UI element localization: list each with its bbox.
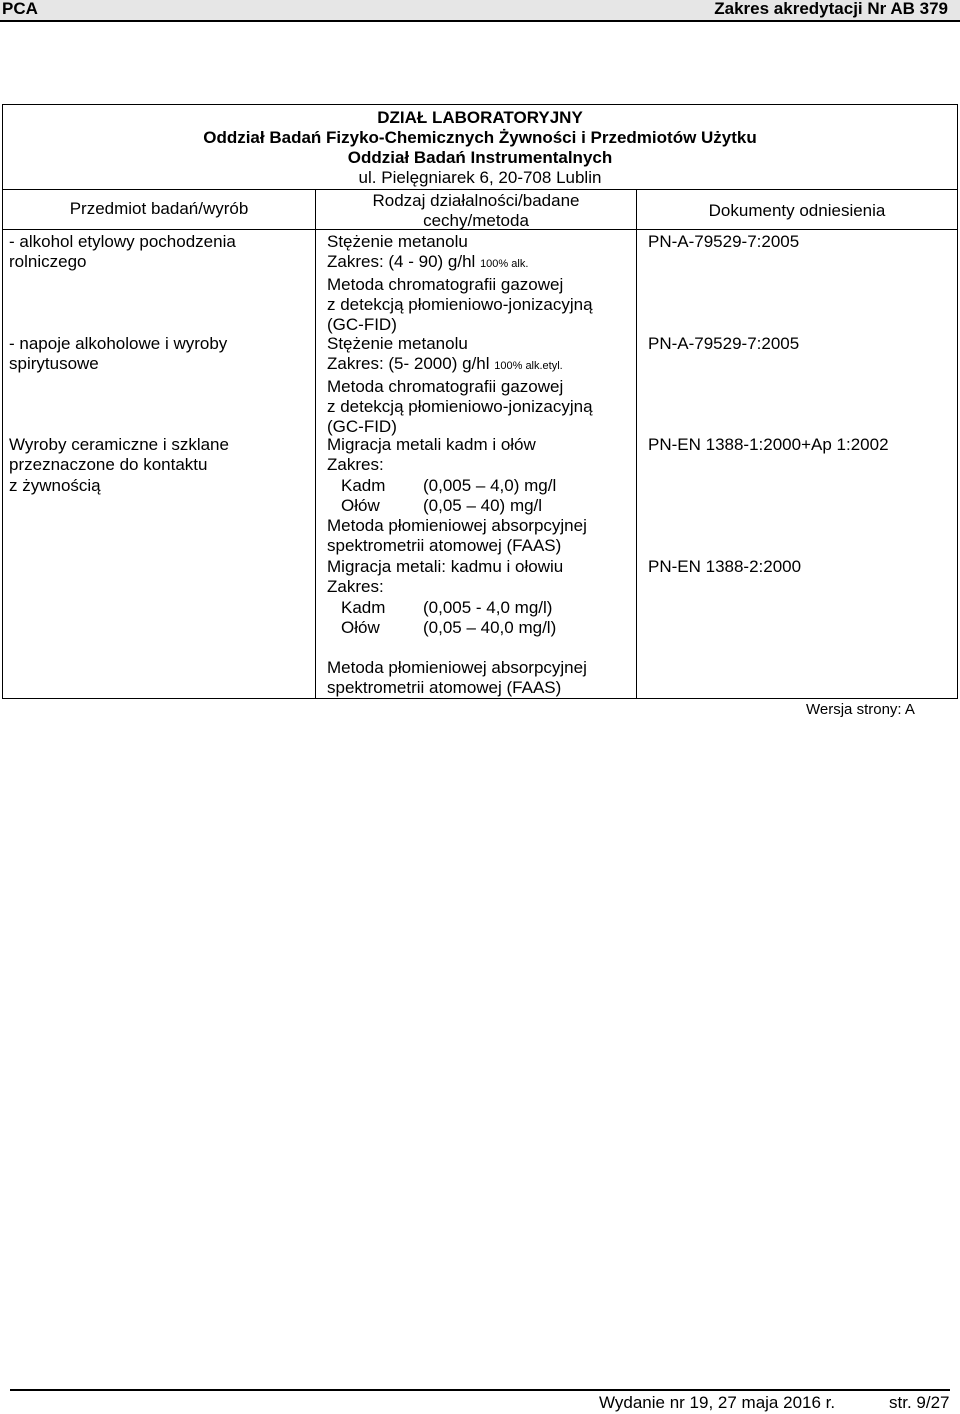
- method-line: z detekcją płomieniowo-jonizacyjną: [327, 396, 593, 416]
- department-line1: Oddział Badań Fizyko-Chemicznych Żywności i Przedmiotów Użytku: [203, 128, 757, 147]
- element-range: (0,05 – 40,0 mg/l): [423, 617, 557, 637]
- row-2-document: PN-A-79529-7:2005: [648, 334, 800, 353]
- subject-line: - alkohol etylowy pochodzenia: [9, 232, 236, 251]
- subject-line: przeznaczone do kontaktu: [9, 455, 208, 475]
- row-3-activity-block-1: [327, 435, 587, 557]
- page-header: [0, 0, 960, 22]
- range-label: Zakres:: [327, 455, 384, 475]
- range-item: [327, 476, 587, 496]
- column-header-documents: Dokumenty odniesienia: [708, 201, 886, 220]
- feature-label: Migracja metali: kadmu i ołowiu: [327, 557, 564, 576]
- element-name: Kadm: [341, 475, 386, 495]
- row-3-document-1: PN-EN 1388-1:2000+Ap 1:2002: [648, 435, 889, 454]
- element-name: Kadm: [341, 597, 386, 617]
- department-heading: [3, 108, 957, 188]
- department-address: ul. Pielęgniarek 6, 20-708 Lublin: [358, 168, 602, 187]
- range-text: Zakres: (5- 2000) g/hl: [327, 354, 490, 374]
- range-item: [327, 598, 587, 618]
- divider: [3, 189, 957, 190]
- subject-line: rolniczego: [9, 252, 87, 272]
- subject-line: spirytusowe: [9, 354, 99, 374]
- range-unit: 100% alk.: [480, 258, 529, 271]
- range-item: [327, 618, 587, 638]
- element-name: Ołów: [341, 617, 380, 637]
- element-range: (0,005 – 4,0) mg/l: [423, 475, 557, 495]
- method-line: z detekcją płomieniowo-jonizacyjną: [327, 294, 593, 314]
- method-line: (GC-FID): [327, 417, 397, 437]
- row-3-activity-block-2: [327, 557, 587, 699]
- department-line2: Oddział Badań Instrumentalnych: [347, 148, 613, 167]
- method-line: spektrometrii atomowej (FAAS): [327, 536, 562, 556]
- feature-label: Stężenie metanolu: [327, 232, 468, 251]
- element-name: Ołów: [341, 495, 380, 515]
- subject-line: z żywnością: [9, 475, 101, 495]
- row-2-activity: [327, 334, 593, 437]
- footer-divider: [10, 1389, 950, 1391]
- row-2-subject: [9, 334, 227, 375]
- method-line: spektrometrii atomowej (FAAS): [327, 678, 562, 698]
- column-header-activity-line2: cechy/metoda: [423, 211, 529, 230]
- range-line: [327, 252, 593, 274]
- row-1-activity: [327, 232, 593, 335]
- accreditation-table: [2, 104, 958, 699]
- element-range: (0,005 - 4,0 mg/l): [423, 597, 553, 617]
- column-header-activity: [316, 191, 636, 231]
- footer-edition: Wydanie nr 19, 27 maja 2016 r.: [599, 1393, 836, 1412]
- department-title: DZIAŁ LABORATORYJNY: [377, 108, 583, 127]
- row-1-document: PN-A-79529-7:2005: [648, 232, 800, 251]
- footer-page-number: str. 9/27: [889, 1393, 950, 1412]
- page-version: Wersja strony: A: [806, 701, 915, 718]
- range-label: Zakres:: [327, 577, 384, 597]
- subject-line: Wyroby ceramiczne i szklane: [9, 435, 229, 454]
- feature-label: Stężenie metanolu: [327, 334, 468, 353]
- row-3-document-2: PN-EN 1388-2:2000: [648, 557, 802, 576]
- range-line: [327, 354, 593, 376]
- method-line: (GC-FID): [327, 315, 397, 335]
- method-line: Metoda chromatografii gazowej: [327, 274, 564, 294]
- header-title: Zakres akredytacji Nr AB 379: [714, 0, 948, 18]
- range-unit: 100% alk.etyl.: [494, 360, 563, 373]
- divider: [315, 189, 316, 699]
- method-line: Metoda płomieniowej absorpcyjnej: [327, 658, 587, 678]
- element-range: (0,05 – 40) mg/l: [423, 495, 543, 515]
- range-text: Zakres: (4 - 90) g/hl: [327, 252, 476, 272]
- method-line: Metoda chromatografii gazowej: [327, 376, 564, 396]
- range-item: [327, 496, 587, 516]
- method-line: Metoda płomieniowej absorpcyjnej: [327, 516, 587, 536]
- subject-line: - napoje alkoholowe i wyroby: [9, 334, 228, 353]
- feature-label: Migracja metali kadm i ołów: [327, 435, 536, 454]
- row-3-subject: [9, 435, 229, 496]
- header-org: PCA: [2, 0, 38, 18]
- column-header-subject: Przedmiot badań/wyrób: [69, 199, 249, 218]
- row-1-subject: [9, 232, 236, 273]
- divider: [636, 189, 637, 699]
- column-header-activity-line1: Rodzaj działalności/badane: [372, 191, 580, 210]
